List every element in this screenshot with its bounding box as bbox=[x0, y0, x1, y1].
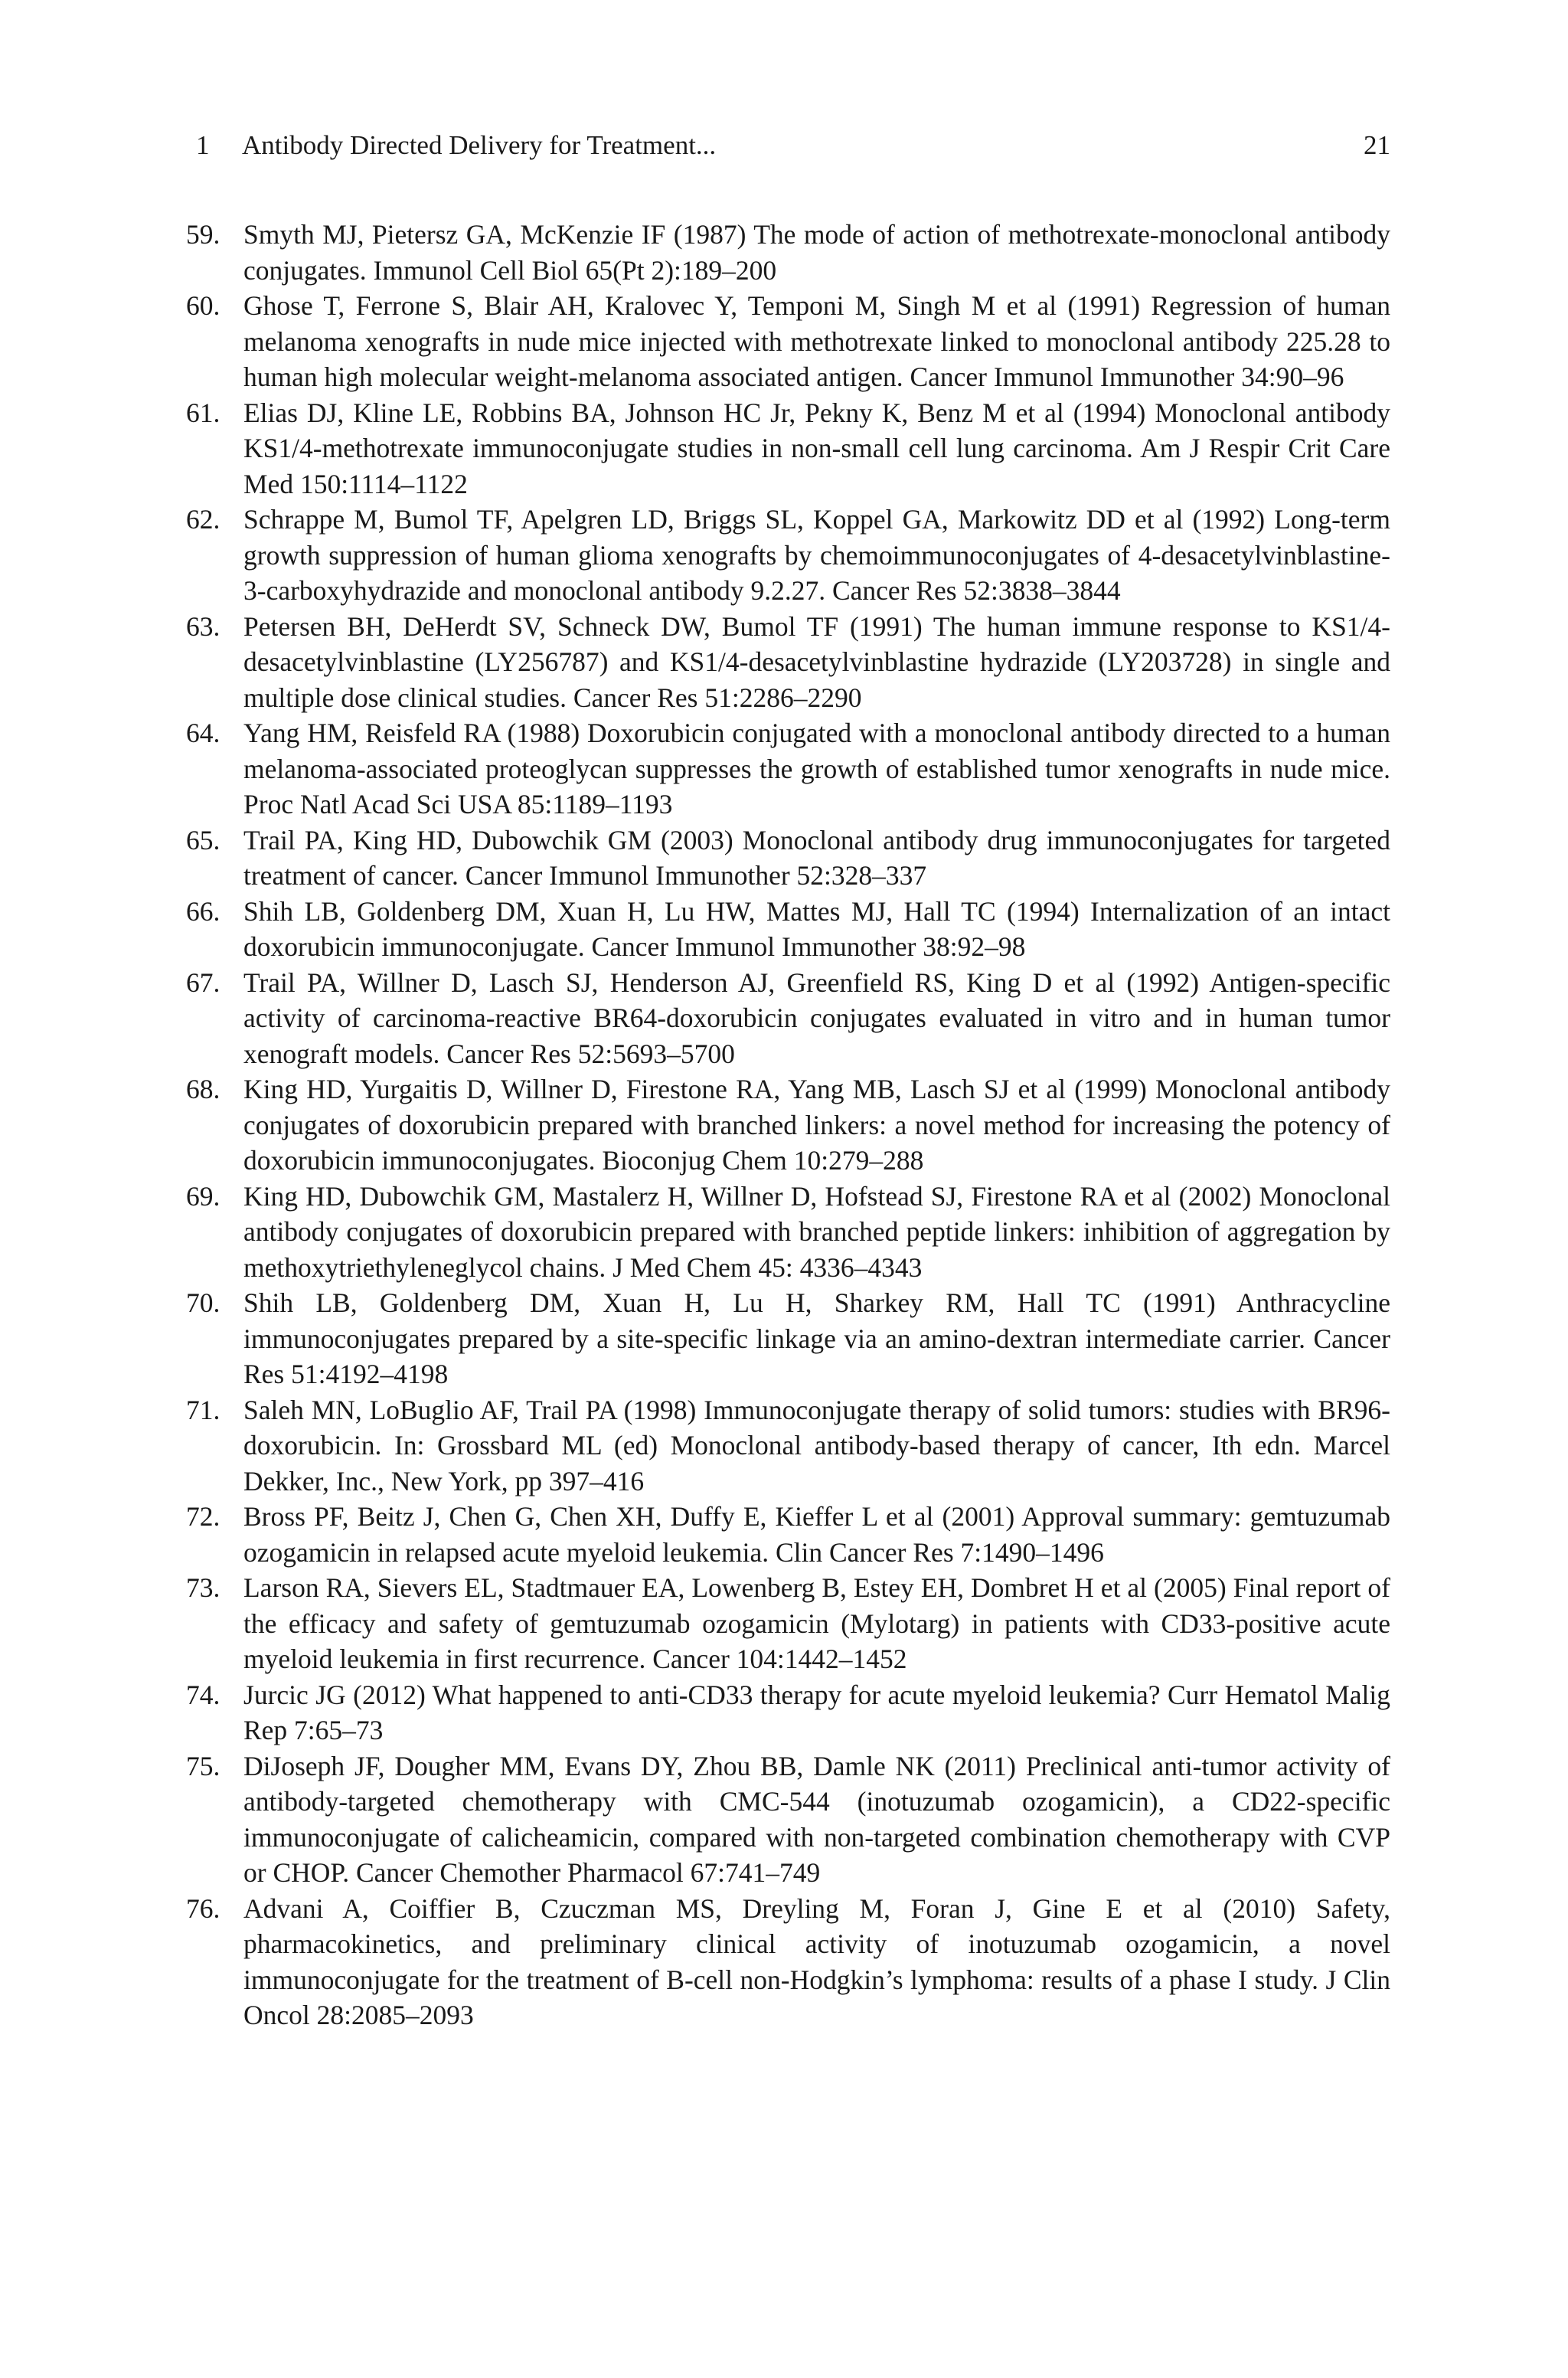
reference-item bbox=[176, 1748, 1390, 1891]
reference-item bbox=[176, 609, 1390, 716]
reference-text: DiJoseph JF, Dougher MM, Evans DY, Zhou BB, Damle NK (2011) Preclinical anti-tumor activity of antibody-targeted chemotherapy with CMC-544 (inotuzumab ozogamicin), a CD22-specific immunoconjugate of calicheamicin, compared with non-targeted combination chemotherapy with CVP or CHOP. Cancer Chemother Pharmacol 67:741–749 bbox=[243, 1750, 1390, 1888]
reference-number: 59. bbox=[186, 219, 220, 250]
reference-text: King HD, Yurgaitis D, Willner D, Firestone RA, Yang MB, Lasch SJ et al (1999) Monoclonal antibody conjugates of doxorubicin prepared with branched linkers: a novel method for increasing the potency of doxorubicin immunoconjugates. Bioconjug Chem 10:279–288 bbox=[243, 1074, 1390, 1176]
reference-number: 67. bbox=[186, 967, 220, 998]
reference-number: 76. bbox=[186, 1892, 220, 1924]
reference-number: 65. bbox=[186, 824, 220, 855]
reference-item bbox=[176, 217, 1390, 288]
reference-text: Shih LB, Goldenberg DM, Xuan H, Lu HW, Mattes MJ, Hall TC (1994) Internalization of an intact doxorubicin immunoconjugate. Cancer Immunol Immunother 38:92–98 bbox=[243, 895, 1390, 962]
reference-text: Ghose T, Ferrone S, Blair AH, Kralovec Y, Temponi M, Singh M et al (1991) Regression of human melanoma xenografts in nude mice injected with methotrexate linked to monoclonal antibody 225.28 to human high molecular weight-melanoma associated antigen. Cancer Immunol Immunother 34:90–96 bbox=[243, 290, 1390, 392]
reference-text: Elias DJ, Kline LE, Robbins BA, Johnson HC Jr, Pekny K, Benz M et al (1994) Monoclonal antibody KS1/4-methotrexate immunoconjugate studies in non-small cell lung carcinoma. Am J Respir Crit Care Med 150:1114–1122 bbox=[243, 397, 1390, 499]
reference-text: Yang HM, Reisfeld RA (1988) Doxorubicin conjugated with a monoclonal antibody directed to a human melanoma-associated proteoglycan suppresses the growth of established tumor xenografts in nude mice. Proc Natl Acad Sci USA 85:1189–1193 bbox=[243, 718, 1390, 819]
reference-text: Bross PF, Beitz J, Chen G, Chen XH, Duffy E, Kieffer L et al (2001) Approval summary: gemtuzumab ozogamicin in relapsed acute myeloid leukemia. Clin Cancer Res 7:1490–1496 bbox=[243, 1501, 1390, 1568]
reference-item bbox=[176, 395, 1390, 502]
reference-text: Saleh MN, LoBuglio AF, Trail PA (1998) Immunoconjugate therapy of solid tumors: studies with BR96-doxorubicin. In: Grossbard ML (ed) Monoclonal antibody-based therapy of cancer, Ith edn. Marcel Dekker, Inc., New York, pp 397–416 bbox=[243, 1394, 1390, 1496]
reference-item bbox=[176, 965, 1390, 1072]
reference-number: 69. bbox=[186, 1180, 220, 1212]
chapter-title: Antibody Directed Delivery for Treatment... bbox=[242, 130, 717, 160]
reference-text: King HD, Dubowchik GM, Mastalerz H, Willner D, Hofstead SJ, Firestone RA et al (2002) Monoclonal antibody conjugates of doxorubicin prepared with branched peptide linkers: inhibition of aggregation by methoxytriethyleneglycol chains. J Med Chem 45: 4336–4343 bbox=[243, 1180, 1390, 1283]
reference-number: 74. bbox=[186, 1679, 220, 1710]
reference-text: Trail PA, Willner D, Lasch SJ, Henderson AJ, Greenfield RS, King D et al (1992) Antigen-specific activity of carcinoma-reactive BR64-doxorubicin conjugates evaluated in vitro and in human tumor xenograft models. Cancer Res 52:5693–5700 bbox=[243, 967, 1390, 1069]
reference-number: 62. bbox=[186, 504, 220, 535]
page-number: 21 bbox=[1364, 130, 1390, 160]
reference-number: 71. bbox=[186, 1394, 220, 1425]
reference-item bbox=[176, 715, 1390, 823]
reference-text: Shih LB, Goldenberg DM, Xuan H, Lu H, Sharkey RM, Hall TC (1991) Anthracycline immunoconjugates prepared by a site-specific linkage via an amino-dextran intermediate carrier. Cancer Res 51:4192–4198 bbox=[243, 1287, 1390, 1389]
reference-item bbox=[176, 1285, 1390, 1392]
reference-number: 72. bbox=[186, 1501, 220, 1532]
reference-text: Jurcic JG (2012) What happened to anti-CD33 therapy for acute myeloid leukemia? Curr Hematol Malig Rep 7:65–73 bbox=[243, 1679, 1390, 1745]
reference-text: Larson RA, Sievers EL, Stadtmauer EA, Lowenberg B, Estey EH, Dombret H et al (2005) Final report of the efficacy and safety of gemtuzumab ozogamicin (Mylotarg) in patients with CD33-positive acute myeloid leukemia in first recurrence. Cancer 104:1442–1452 bbox=[243, 1572, 1390, 1674]
reference-text: Advani A, Coiffier B, Czuczman MS, Dreyling M, Foran J, Gine E et al (2010) Safety, pharmacokinetics, and preliminary clinical activity of inotuzumab ozogamicin, a novel immunoconjugate for the treatment of B-cell non-Hodgkin’s lymphoma: results of a phase I study. J Clin Oncol 28:2085–2093 bbox=[243, 1892, 1390, 2030]
reference-text: Smyth MJ, Pietersz GA, McKenzie IF (1987) The mode of action of methotrexate-monoclonal antibody conjugates. Immunol Cell Biol 65(Pt 2):189–200 bbox=[243, 219, 1390, 286]
reference-item bbox=[176, 894, 1390, 965]
running-head bbox=[196, 123, 1390, 168]
reference-item bbox=[176, 1179, 1390, 1286]
reference-item bbox=[176, 1499, 1390, 1570]
reference-item bbox=[176, 1392, 1390, 1500]
reference-number: 60. bbox=[186, 290, 220, 321]
reference-list bbox=[176, 217, 1390, 2033]
reference-number: 61. bbox=[186, 397, 220, 428]
chapter-number: 1 bbox=[196, 130, 210, 160]
reference-number: 73. bbox=[186, 1572, 220, 1603]
reference-number: 68. bbox=[186, 1074, 220, 1104]
reference-item bbox=[176, 823, 1390, 894]
reference-number: 66. bbox=[186, 895, 220, 927]
reference-item bbox=[176, 288, 1390, 395]
reference-number: 64. bbox=[186, 718, 220, 748]
reference-number: 75. bbox=[186, 1750, 220, 1781]
reference-item bbox=[176, 1891, 1390, 2033]
reference-text: Trail PA, King HD, Dubowchik GM (2003) Monoclonal antibody drug immunoconjugates for targeted treatment of cancer. Cancer Immunol Immunother 52:328–337 bbox=[243, 824, 1390, 891]
reference-text: Petersen BH, DeHerdt SV, Schneck DW, Bumol TF (1991) The human immune response to KS1/4-desacetylvinblastine (LY256787) and KS1/4-desacetylvinblastine hydrazide (LY203728) in single and multiple dose clinical studies. Cancer Res 51:2286–2290 bbox=[243, 610, 1390, 713]
reference-item bbox=[176, 502, 1390, 609]
reference-item bbox=[176, 1677, 1390, 1748]
reference-item bbox=[176, 1570, 1390, 1677]
reference-item bbox=[176, 1071, 1390, 1179]
reference-number: 63. bbox=[186, 610, 220, 642]
reference-text: Schrappe M, Bumol TF, Apelgren LD, Briggs SL, Koppel GA, Markowitz DD et al (1992) Long-term growth suppression of human glioma xenografts by chemoimmunoconjugates of 4-desacetylvinblastine-3-carboxyhydrazide and monoclonal antibody 9.2.27. Cancer Res 52:3838–3844 bbox=[243, 504, 1390, 606]
reference-number: 70. bbox=[186, 1287, 220, 1318]
